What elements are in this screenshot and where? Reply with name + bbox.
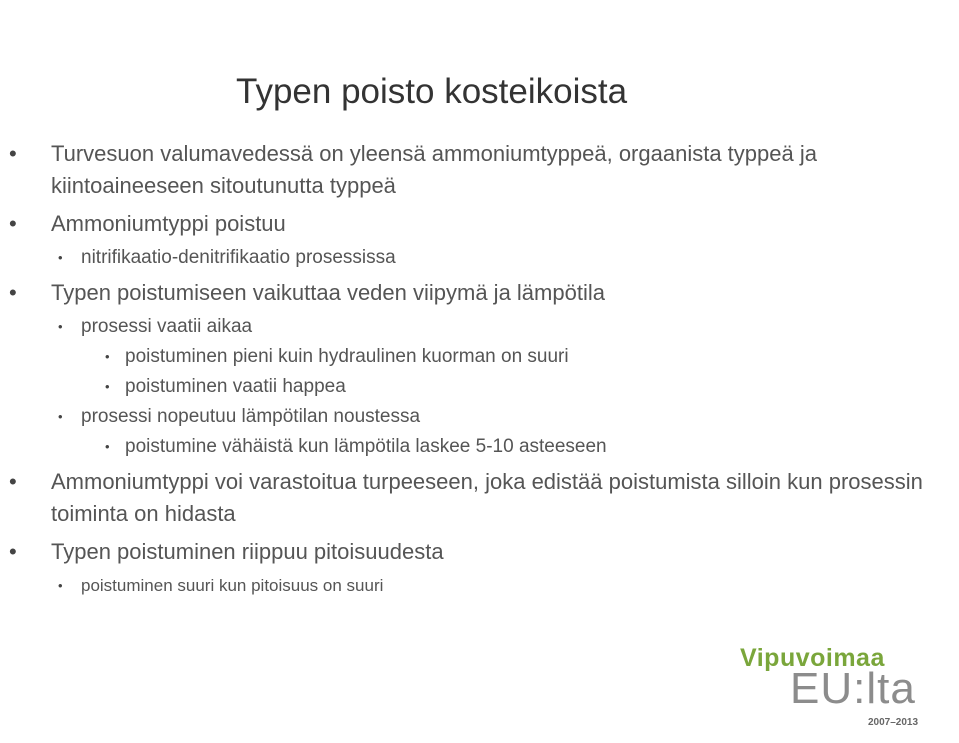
bullet-item: • Ammoniumtyppi poistuu [0, 208, 950, 240]
bullet-item: • poistuminen suuri kun pitoisuus on suuri [0, 573, 950, 599]
bullet-list [0, 138, 950, 603]
bullet-item: • Ammoniumtyppi voi varastoitua turpeeseen, joka edistää poistumista silloin kun prosessin toiminta on hidasta [0, 466, 950, 530]
bullet-item: • poistuminen vaatii happea [0, 374, 950, 400]
bullet-item: • Turvesuon valumavedessä on yleensä ammoniumtyppeä, orgaanista typpeä ja kiintoaineeseen sitoutunutta typpeä [0, 138, 950, 202]
bullet-item: • prosessi vaatii aikaa [0, 314, 950, 340]
bullet-item: • Typen poistuminen riippuu pitoisuudesta [0, 536, 950, 568]
logo-years-text: 2007–2013 [868, 717, 919, 728]
vipuvoimaa-logo [740, 644, 945, 734]
logo-top-text: Vipuvoimaa [740, 644, 885, 672]
slide-title: Typen poisto kosteikoista [236, 72, 628, 111]
bullet-item: • poistumine vähäistä kun lämpötila laskee 5-10 asteeseen [0, 434, 950, 460]
bullet-item: • Typen poistumiseen vaikuttaa veden viipymä ja lämpötila [0, 277, 950, 309]
bullet-item: • nitrifikaatio-denitrifikaatio prosessissa [0, 245, 950, 271]
logo-main-text: EU:lta [790, 664, 916, 713]
bullet-item: • poistuminen pieni kuin hydraulinen kuorman on suuri [0, 344, 950, 370]
bullet-item: • prosessi nopeutuu lämpötilan noustessa [0, 404, 950, 430]
